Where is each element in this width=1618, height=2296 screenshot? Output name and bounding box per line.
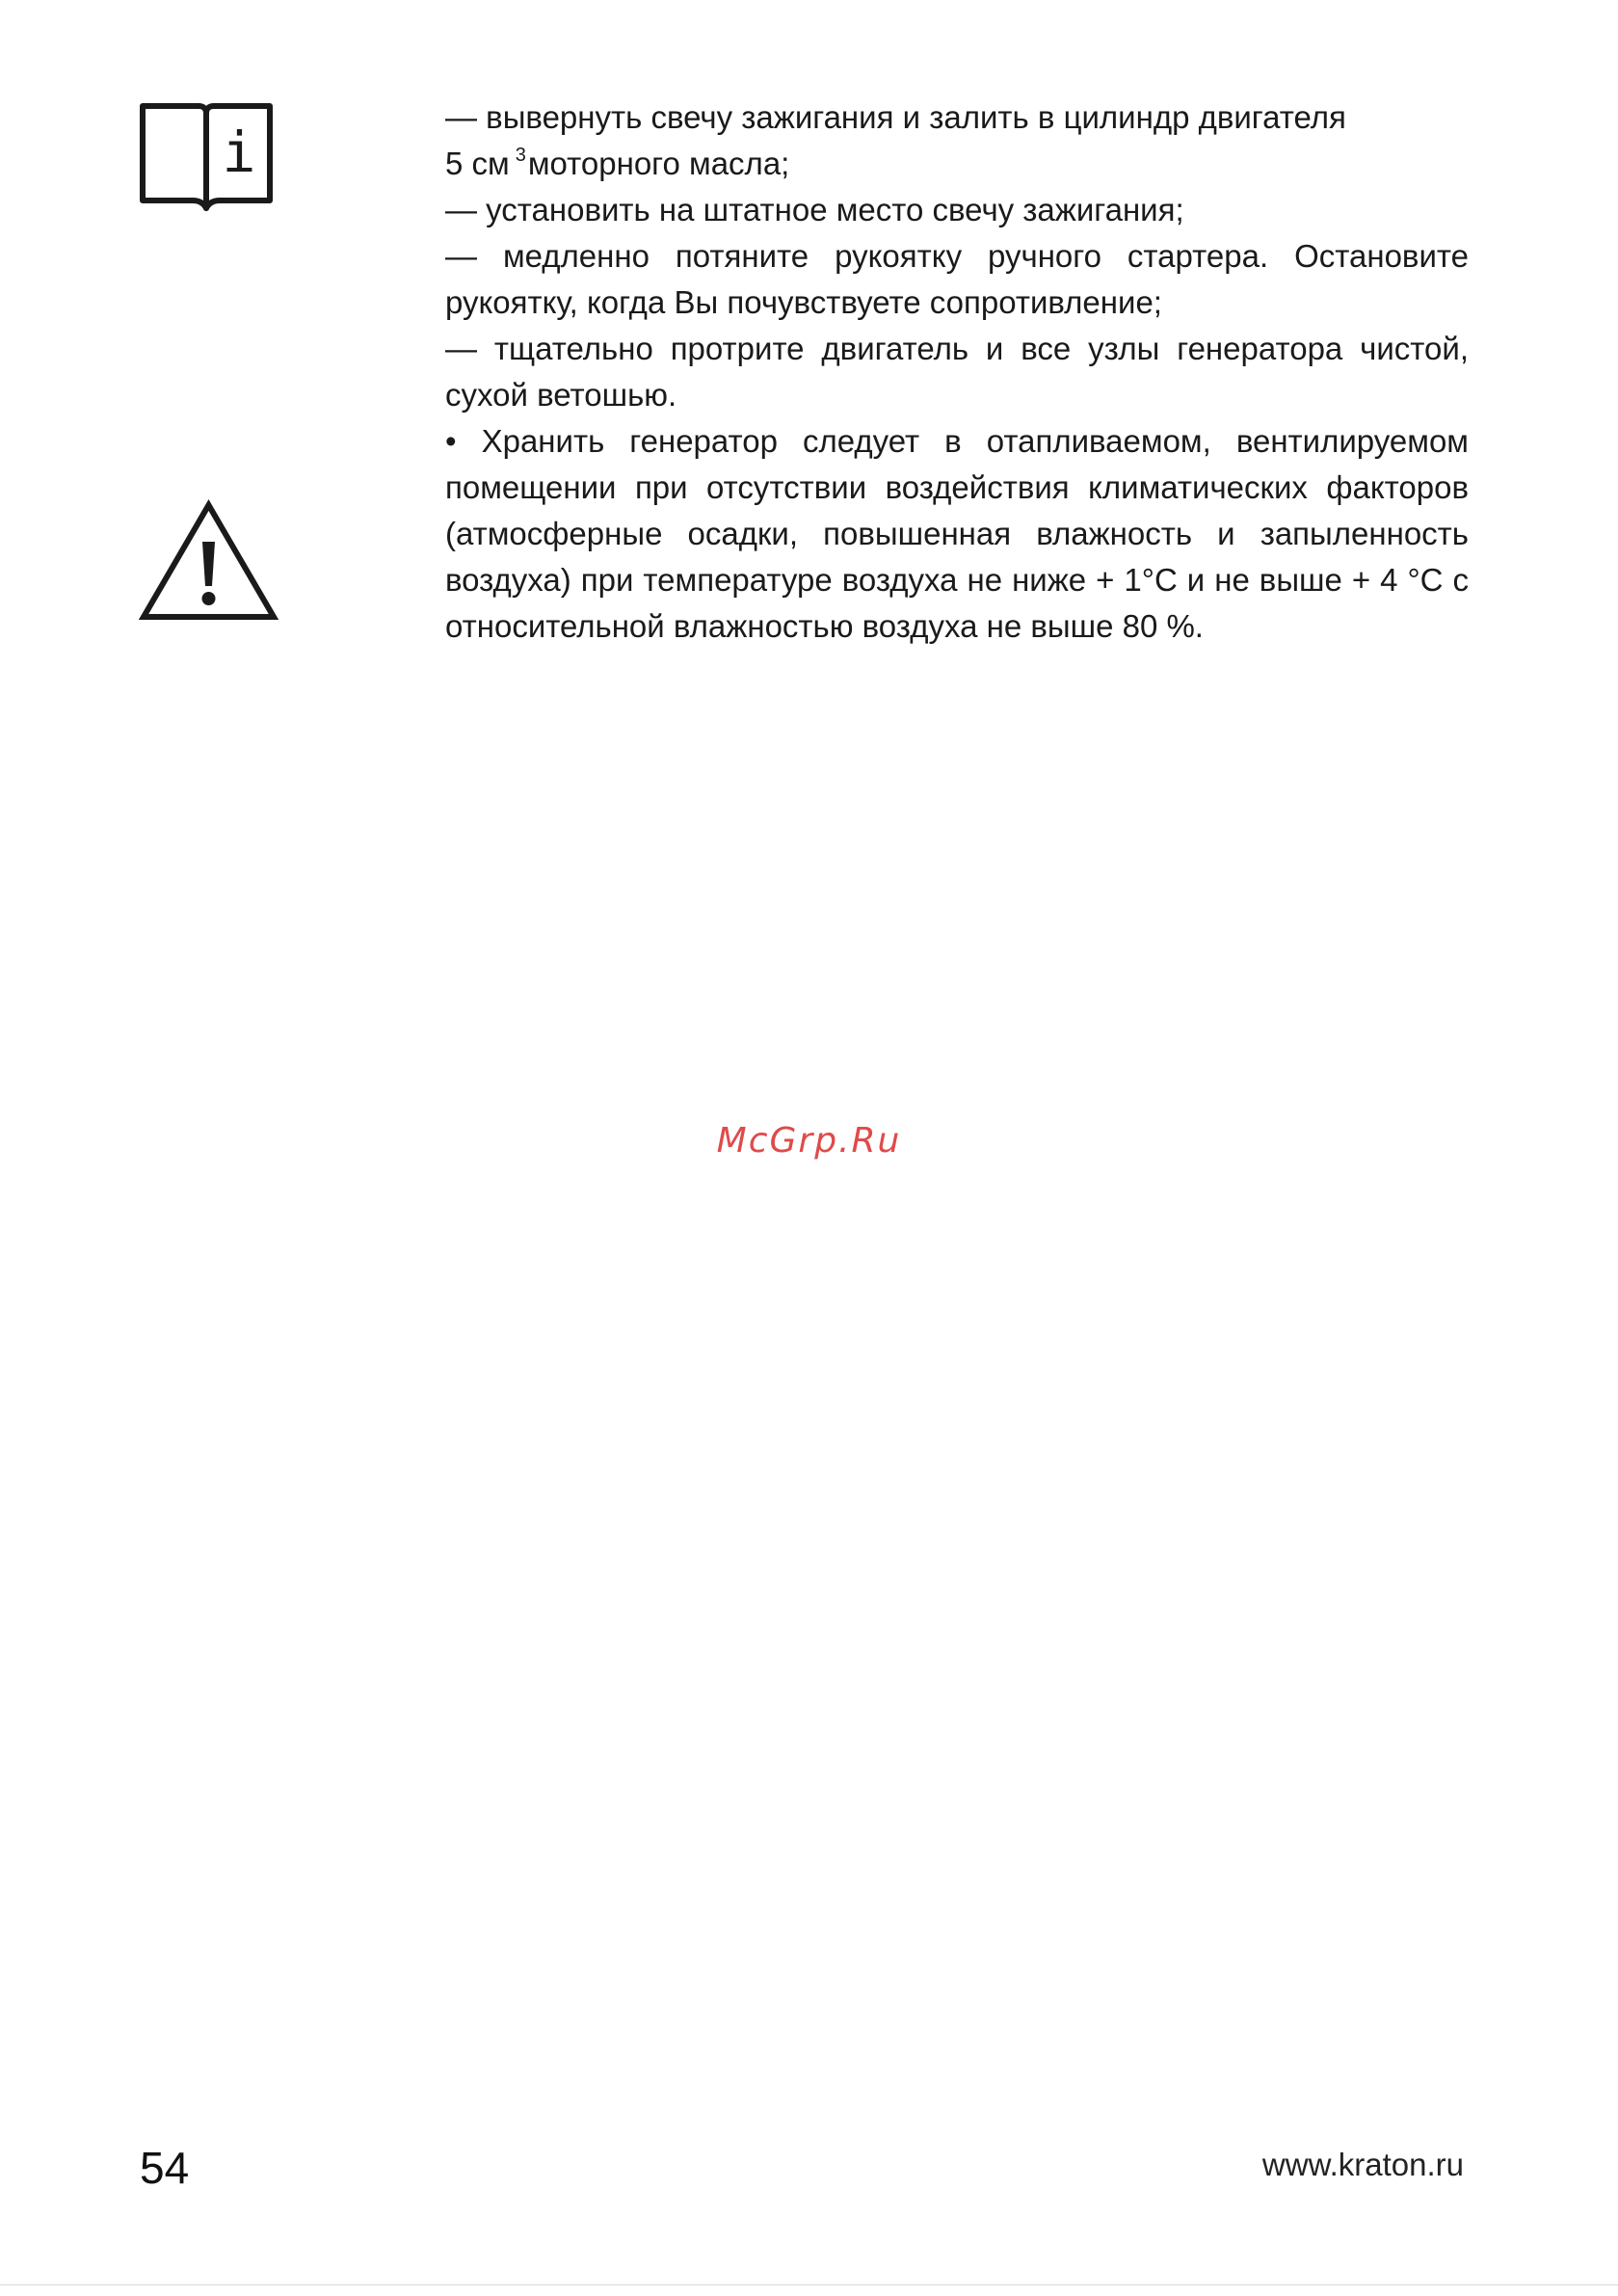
volume-superscript: 3 xyxy=(515,145,526,166)
volume-prefix: 5 см xyxy=(445,146,510,181)
page-number: 54 xyxy=(140,2143,190,2193)
watermark: McGrp.Ru xyxy=(716,1121,902,1161)
text-line-unscrew-plug: — вывернуть свечу зажигания и залить в цилиндр двигателя xyxy=(445,99,1346,135)
text-line-wipe-engine: — тщательно протрите двигатель и все узлы генератора чистой, сухой ветошью. xyxy=(445,331,1469,413)
text-line-oil-volume xyxy=(445,141,1469,187)
storage-paragraph: • Хранить генератор следует в отапливаемом, вентилируемом помещении при отсутствии воздействия климатических факторов (атмосферные осадки, повышенная влажность и запыленность воздуха) при температуре воздуха не ниже + 1°С и не выше + 4 °С с относительной влажностью воздуха не выше 80 %. xyxy=(445,423,1469,644)
website-link[interactable]: www.kraton.ru xyxy=(1261,2147,1464,2182)
main-text xyxy=(445,94,1469,650)
text-line-install-plug: — установить на штатное место свечу зажигания; xyxy=(445,192,1184,227)
volume-suffix: моторного масла; xyxy=(527,146,790,181)
book-info-icon xyxy=(139,100,274,216)
warning-icon xyxy=(139,499,279,623)
svg-text:i: i xyxy=(222,120,256,185)
bottom-divider xyxy=(0,2284,1618,2285)
text-line-pull-starter: — медленно потяните рукоятку ручного стартера. Остановите рукоятку, когда Вы почувствуете сопротивление; xyxy=(445,238,1469,320)
